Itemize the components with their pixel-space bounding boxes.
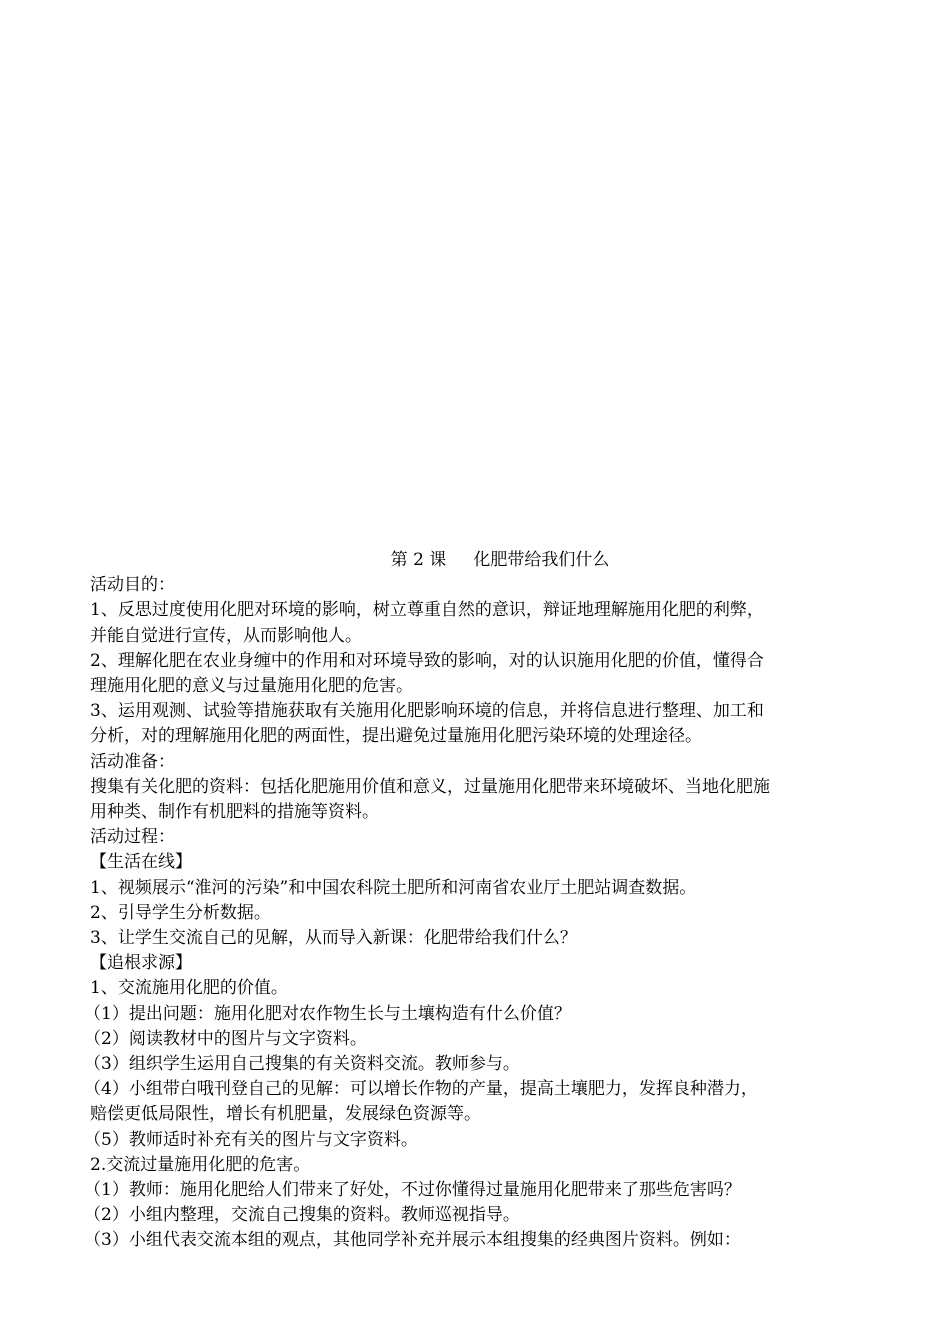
subheading-trace-origin: 【追根求源】 [90,953,192,974]
trace-item-1-sub-4-line-1: （4）小组带白哦刊登自己的见解：可以增长作物的产量，提高土壤肥力，发挥良种潜力， [84,1079,758,1100]
trace-item-2-sub-3: （3）小组代表交流本组的观点，其他同学补充并展示本组搜集的经典图片资料。例如： [84,1230,741,1251]
goal-1-line-1: 1、反思过度使用化肥对环境的影响，树立尊重自然的意识，辩证地理解施用化肥的利弊， [90,600,764,621]
section-heading-goals: 活动目的： [90,575,175,596]
goal-2-line-1: 2、理解化肥在农业身缠中的作用和对环境导致的影响，对的认识施用化肥的价值，懂得合 [90,650,764,671]
trace-item-1-sub-2: （2）阅读教材中的图片与文字资料。 [84,1028,367,1049]
lesson-title: 第 2 课 化肥带给我们什么 [390,550,610,570]
trace-item-1-sub-5: （5）教师适时补充有关的图片与文字资料。 [84,1129,418,1150]
goal-1-line-2: 并能自觉进行宣传，从而影响他人。 [90,625,362,646]
preparation-line-2: 用种类、制作有机肥料的措施等资料。 [90,802,379,823]
goal-3-line-1: 3、运用观测、试验等措施获取有关施用化肥影响环境的信息，并将信息进行整理、加工和 [90,701,764,722]
trace-item-1-sub-4-line-2: 赔偿更低局限性，增长有机肥量，发展绿色资源等。 [90,1104,481,1125]
trace-item-2-sub-2: （2）小组内整理，交流自己搜集的资料。教师巡视指导。 [84,1205,520,1226]
trace-item-1: 1、交流施用化肥的价值。 [90,978,288,999]
life-online-item-3: 3、让学生交流自己的见解，从而导入新课：化肥带给我们什么？ [90,928,577,949]
section-heading-process: 活动过程： [90,827,175,848]
subheading-life-online: 【生活在线】 [90,852,192,873]
trace-item-2: 2.交流过量施用化肥的危害。 [90,1154,311,1175]
goal-3-line-2: 分析，对的理解施用化肥的两面性，提出避免过量施用化肥污染环境的处理途径。 [90,726,702,747]
trace-item-2-sub-1: （1）教师：施用化肥给人们带来了好处，不过你懂得过量施用化肥带来了那些危害吗？ [84,1180,741,1201]
life-online-item-1: 1、视频展示“淮河的污染”和中国农科院土肥所和河南省农业厅土肥站调查数据。 [90,877,697,898]
document-page [84,548,870,1254]
trace-item-1-sub-1: （1）提出问题：施用化肥对农作物生长与土壤构造有什么价值？ [84,1003,571,1024]
preparation-line-1: 搜集有关化肥的资料：包括化肥施用价值和意义，过量施用化肥带来环境破坏、当地化肥施 [90,776,770,797]
trace-item-1-sub-3: （3）组织学生运用自己搜集的有关资料交流。教师参与。 [84,1054,520,1075]
section-heading-preparation: 活动准备： [90,751,175,772]
life-online-item-2: 2、引导学生分析数据。 [90,902,271,923]
goal-2-line-2: 理施用化肥的意义与过量施用化肥的危害。 [90,676,413,697]
